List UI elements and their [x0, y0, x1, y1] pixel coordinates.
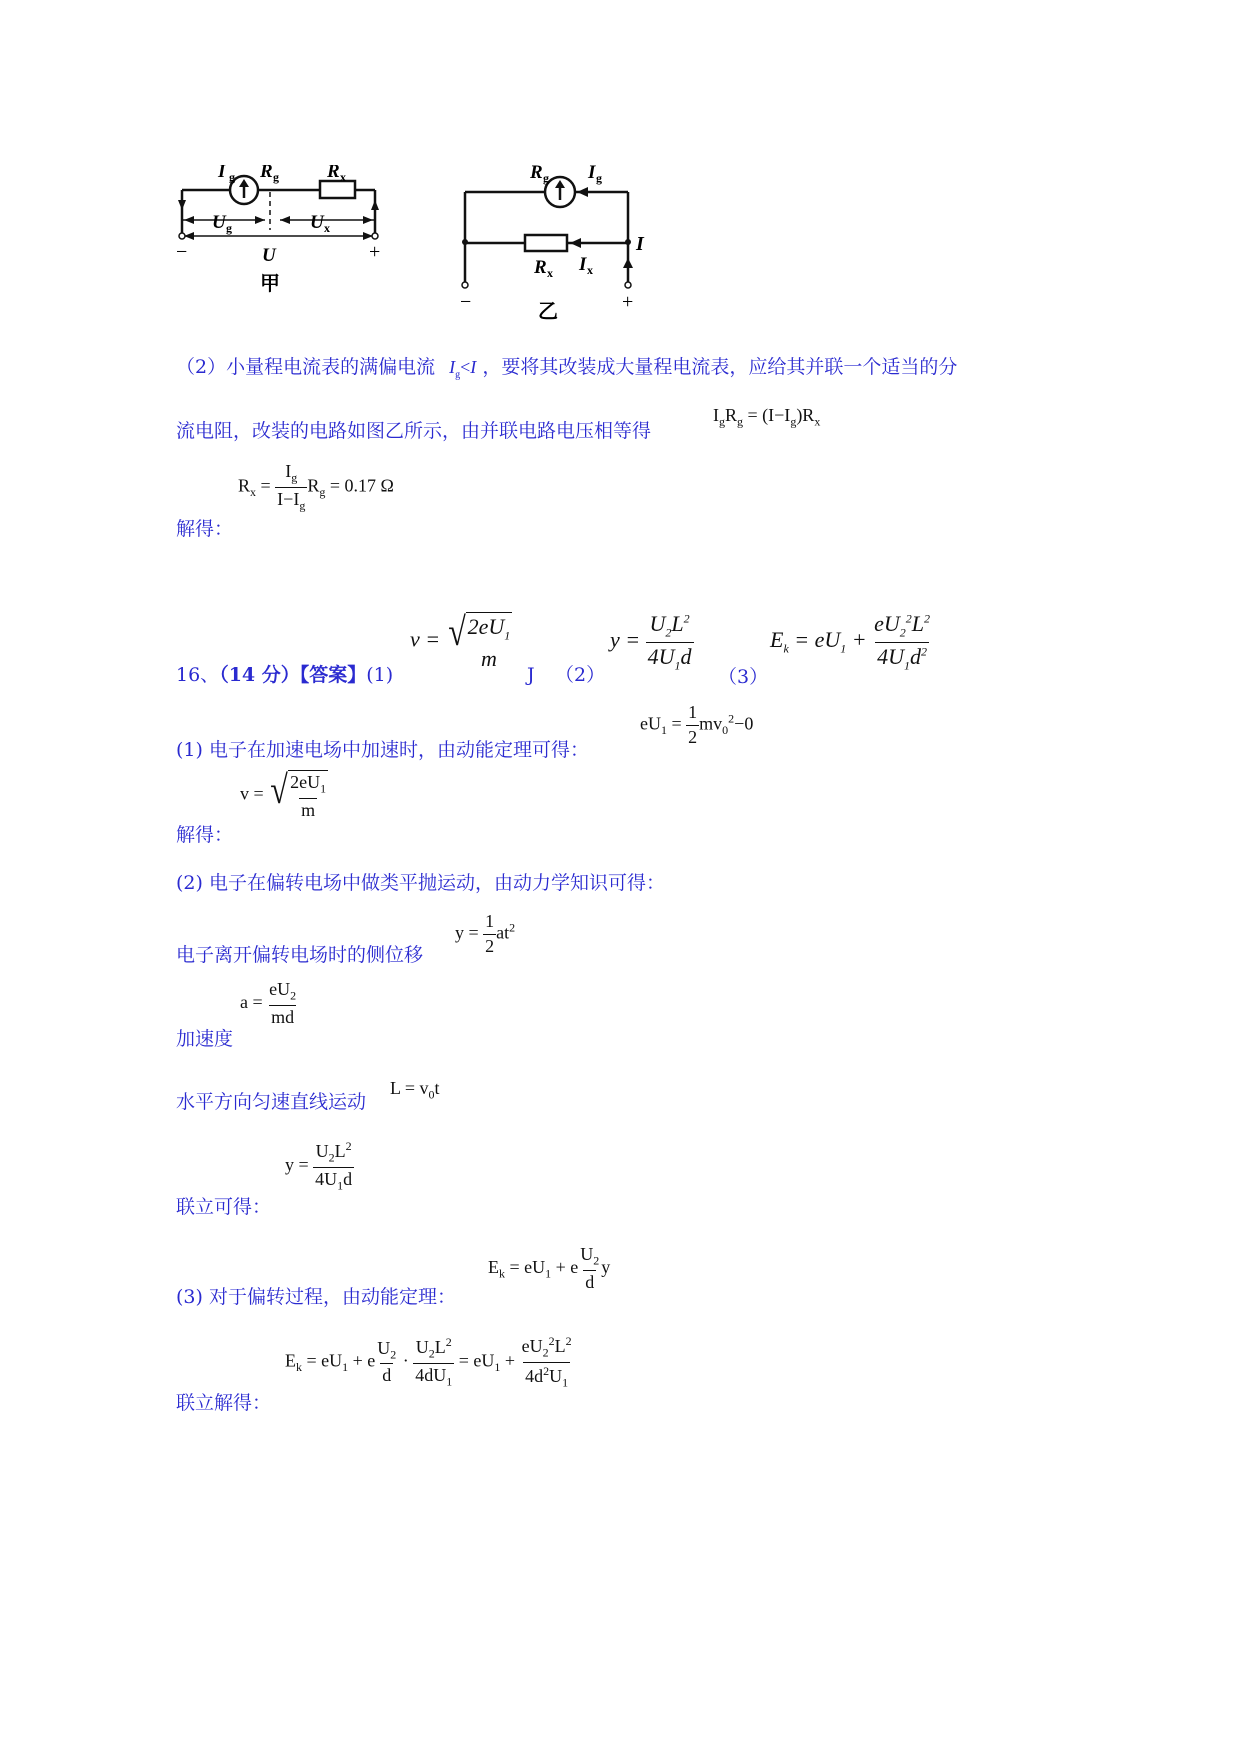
yi-rx-label: R — [534, 257, 547, 278]
step3-ek-result: $E_k = eU_1 + e$ $\frac{U_2}{d}$ · $\frac{U_2L^2}{4dU_1}$ = $eU_1$ + $\frac{eU_2^2L^2}{4d^2U_1}$ — [285, 1334, 572, 1390]
parallel-voltage-equation: $I_gR_g = (I-I_g)R_x$ — [713, 405, 821, 429]
jia-ig-sub: g — [229, 170, 235, 184]
part2-line2: 流电阻，改装的电路如图乙所示，由并联电路电压相等得 — [176, 420, 652, 442]
rx-result-equation: $R_x$ = $\frac{I_g}{I-I_g}$ $R_g = 0.17$ Ω — [238, 461, 394, 513]
step2-offset-label: 电子离开偏转电场时的侧位移 — [176, 944, 424, 966]
q16-answer-tag: 【答案】 — [299, 664, 367, 686]
yi-ix-sub: x — [587, 263, 593, 277]
part2-solve-label: 解得： — [176, 518, 234, 540]
yi-ig-label: I — [588, 162, 596, 183]
yi-plus: + — [622, 291, 634, 313]
step1-text: (1) 电子在加速电场中加速时，由动能定理可得： — [176, 739, 589, 761]
jia-plus: + — [369, 241, 381, 263]
cond-op: < — [460, 357, 471, 377]
jia-ux-sub: x — [324, 221, 330, 235]
yi-minus: − — [460, 291, 472, 313]
step2-y-result: y = $\frac{U_2L^2}{4U_1d}$ — [285, 1139, 353, 1193]
jia-u-label: U — [262, 245, 276, 266]
jia-rg-label: R — [260, 165, 273, 182]
jia-rx-sub: x — [340, 170, 346, 184]
step1-v-result: v = √ $\frac{2eU_1}{m}$ — [240, 767, 327, 820]
cond-i: I — [470, 357, 477, 377]
answer-v-formula: v = √ $2eU_1$ m — [410, 609, 511, 671]
step2-accel-label: 加速度 — [176, 1028, 234, 1050]
yi-rg-sub: g — [543, 171, 549, 185]
q16-number: 16、 — [176, 664, 220, 686]
answer-y-formula: y = $\frac{U_2L^2}{4U_1d}$ — [610, 611, 692, 672]
q16-part1: (1) — [366, 664, 394, 686]
step3-solve-label: 联立解得： — [176, 1392, 272, 1414]
q16-part3-label: （3） — [718, 666, 769, 688]
cond-ig-sub: g — [455, 369, 461, 381]
step1-energy-equation: $eU_1$ = $\frac{1}{2}$ $mv_0^2-0$ — [640, 702, 754, 747]
yi-ix-label: I — [579, 254, 587, 275]
q16-part2-label: （2） — [555, 664, 606, 686]
part2-condition — [449, 357, 477, 381]
jia-ug-sub: g — [226, 221, 232, 235]
step2-accel-equation: a = $\frac{eU_2}{md}$ — [240, 979, 297, 1027]
jia-rx-label: R — [327, 165, 340, 182]
yi-i-label: I — [636, 233, 644, 255]
step2-horiz-equation: $L = v_0t$ — [390, 1078, 440, 1102]
step3-text: (3) 对于偏转过程，由动能定理： — [176, 1286, 456, 1308]
yi-caption: 乙 — [538, 301, 558, 320]
cond-ig: I — [449, 357, 456, 377]
jia-ug-label: U — [212, 212, 226, 233]
circuit-yi-diagram — [450, 160, 660, 320]
part2-line1-text: （2）小量程电流表的满偏电流 — [176, 356, 436, 378]
step2-horiz-label: 水平方向匀速直线运动 — [176, 1091, 367, 1113]
jia-minus: − — [176, 241, 188, 263]
answer-unit-j: J — [527, 664, 535, 686]
step1-solve-label: 解得： — [176, 824, 234, 846]
part2-line1 — [176, 352, 957, 381]
yi-rx-sub: x — [547, 266, 553, 280]
step2-text: (2) 电子在偏转电场中做类平抛运动，由动力学知识可得： — [176, 872, 665, 894]
jia-ig-label: I — [218, 165, 226, 182]
step3-energy-equation: $E_k = eU_1 + e$ $\frac{U_2}{d}$ y — [488, 1244, 611, 1292]
step2-offset-equation: y = $\frac{1}{2}$ $at^2$ — [455, 911, 516, 956]
jia-rg-sub: g — [273, 170, 279, 184]
q16-score: （14 分） — [219, 664, 300, 686]
part2-line1-rest: ，要将其改装成大量程电流表，应给其并联一个适当的分 — [482, 356, 958, 378]
jia-ux-label: U — [310, 212, 324, 233]
yi-rg-label: R — [530, 162, 543, 183]
step2-combine-label: 联立可得： — [176, 1196, 272, 1218]
yi-ig-sub: g — [596, 171, 602, 185]
circuit-jia-diagram — [170, 165, 400, 325]
jia-caption: 甲 — [260, 273, 280, 295]
q16-header — [176, 660, 393, 687]
answer-ek-formula: $E_k = eU_1$ + $\frac{eU_2^2L^2}{4U_1d^2}$ — [770, 611, 931, 672]
